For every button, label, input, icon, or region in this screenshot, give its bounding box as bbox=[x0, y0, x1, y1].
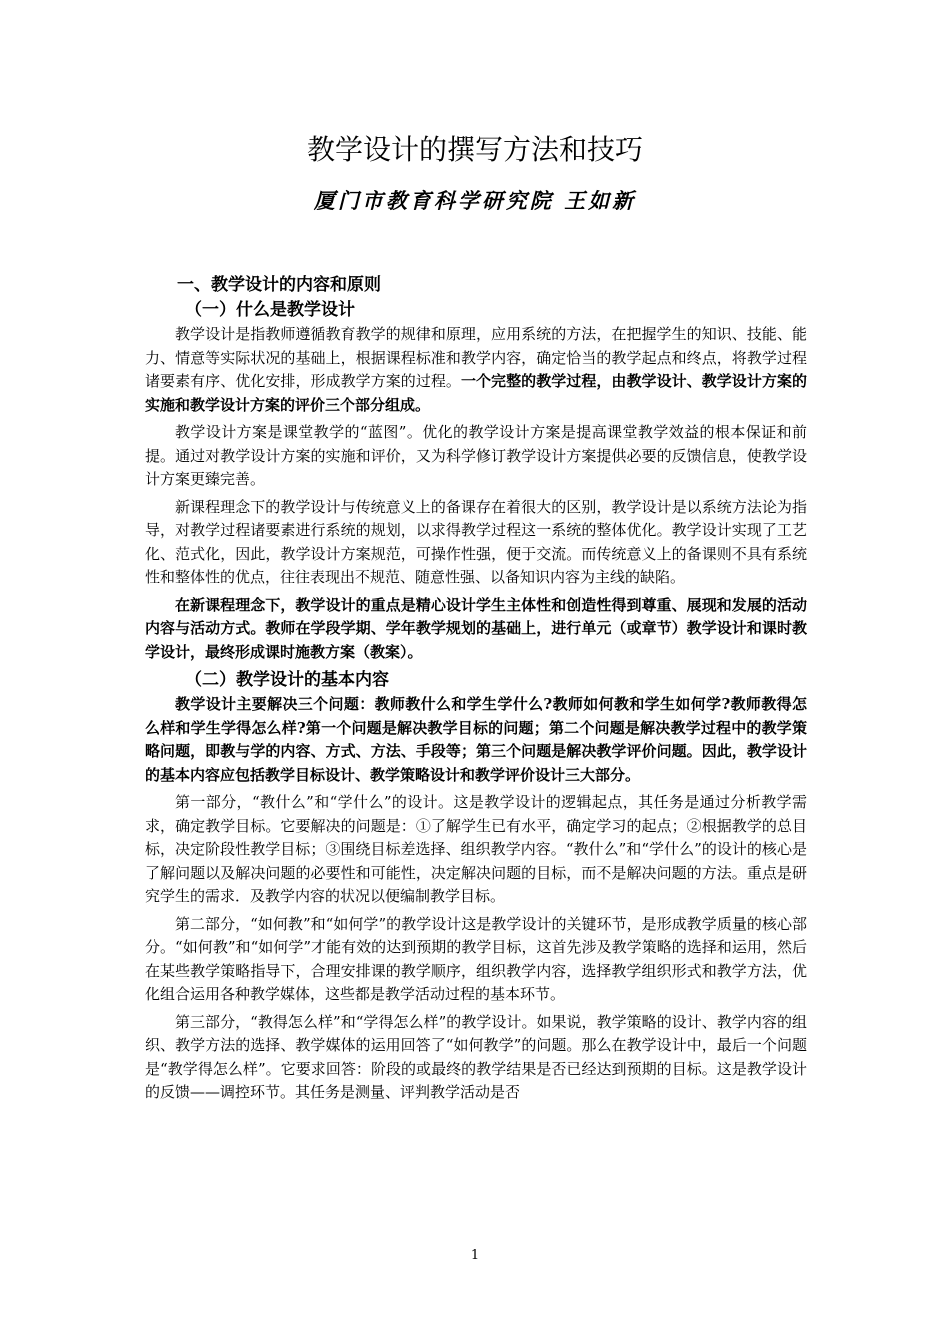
subsection-heading-1-2: （二）教学设计的基本内容 bbox=[185, 670, 389, 690]
paragraph-3: 新课程理念下的教学设计与传统意义上的备课存在着很大的区别，教学设计是以系统方法论为指导，对教学过程诸要素进行系统的规划，以求得教学过程这一系统的整体优化。教学设计实现了工艺化、范式化，因此，教学设计方案规范，可操作性强，便于交流。而传统意义上的备课则不具有系统性和整体性的优点，往往表现出不规范、随意性强、以备知识内容为主线的缺陷。 bbox=[145, 497, 807, 586]
document-title: 教学设计的撰写方法和技巧 bbox=[306, 133, 643, 166]
paragraph-5: 教学设计主要解决三个问题：教师教什么和学生学什么?教师如何教和学生如何学?教师教得怎么样和学生学得怎么样?第一个问题是解决教学目标的问题；第二个问题是解决教学过程中的教学策略问题，即教与学的内容、方式、方法、手段等；第三个问题是解决教学评价问题。因此，教学设计的基本内容应包括教学目标设计、教学策略设计和教学评价设计三大部分。 bbox=[145, 695, 807, 784]
paragraph-2: 教学设计方案是课堂教学的“蓝图”。优化的教学设计方案是提高课堂教学效益的根本保证和前提。通过对教学设计方案的实施和评价，又为科学修订教学设计方案提供必要的反馈信息，使教学设计方案更臻完善。 bbox=[145, 423, 807, 488]
paragraph-8: 第三部分，“教得怎么样”和“学得怎么样”的教学设计。如果说，教学策略的设计、教学内容的组织、教学方法的选择、教学媒体的运用回答了“如何教学”的问题。那么在教学设计中，最后一个问题是“教学得怎么样”。它要求回答：阶段的或最终的教学结果是否已经达到预期的目标。这是教学设计的反馈——调控环节。其任务是测量、评判教学活动是否 bbox=[145, 1012, 807, 1101]
section-heading-1: 一、教学设计的内容和原则 bbox=[177, 275, 381, 295]
paragraph-1 bbox=[145, 323, 807, 417]
paragraph-4: 在新课程理念下，教学设计的重点是精心设计学生主体性和创造性得到尊重、展现和发展的活动内容与活动方式。教师在学段学期、学年教学规划的基础上，进行单元（或章节）教学设计和课时教学设计，最终形成课时施教方案（教案）。 bbox=[145, 595, 807, 661]
page-number: 1 bbox=[470, 1248, 480, 1263]
paragraph-6: 第一部分，“教什么”和“学什么”的设计。这是教学设计的逻辑起点，其任务是通过分析教学需求，确定教学目标。它要解决的问题是：①了解学生已有水平，确定学习的起点；②根据教学的总目标，决定阶段性教学目标；③围绕目标差选择、组织教学内容。“教什么”和“学什么”的设计的核心是了解问题以及解决问题的必要性和可能性，决定解决问题的目标，而不是解决问题的方法。重点是研究学生的需求．及教学内容的状况以便编制教学目标。 bbox=[145, 793, 807, 905]
paragraph-1-bold-text: 一个完整的教学过程，由教学设计、教学设计方案的实施和教学设计方案的评价三个部分组成。 bbox=[145, 372, 807, 414]
subsection-heading-1-1: （一）什么是教学设计 bbox=[185, 300, 355, 320]
paragraph-7: 第二部分，“如何教”和“如何学”的教学设计这是教学设计的关键环节，是形成教学质量的核心部分。“如何教”和“如何学”才能有效的达到预期的教学目标，这首先涉及教学策略的选择和运用，然后在某些教学策略指导下，合理安排课的教学顺序，组织教学内容，选择教学组织形式和教学方法，优化组合运用各种教学媒体，这些都是教学活动过程的基本环节。 bbox=[145, 914, 807, 1003]
document-author: 厦门市教育科学研究院 王如新 bbox=[313, 188, 637, 213]
document-body bbox=[145, 273, 807, 1109]
paragraph-1-text: 教学设计是指教师遵循教育教学的规律和原理，应用系统的方法，在把握学生的知识、技能、能力、情意等实际状况的基础上，根据课程标准和教学内容，确定恰当的教学起点和终点，将教学过程诸要素有序、优化安排，形成教学方案的过程。 bbox=[145, 325, 807, 390]
